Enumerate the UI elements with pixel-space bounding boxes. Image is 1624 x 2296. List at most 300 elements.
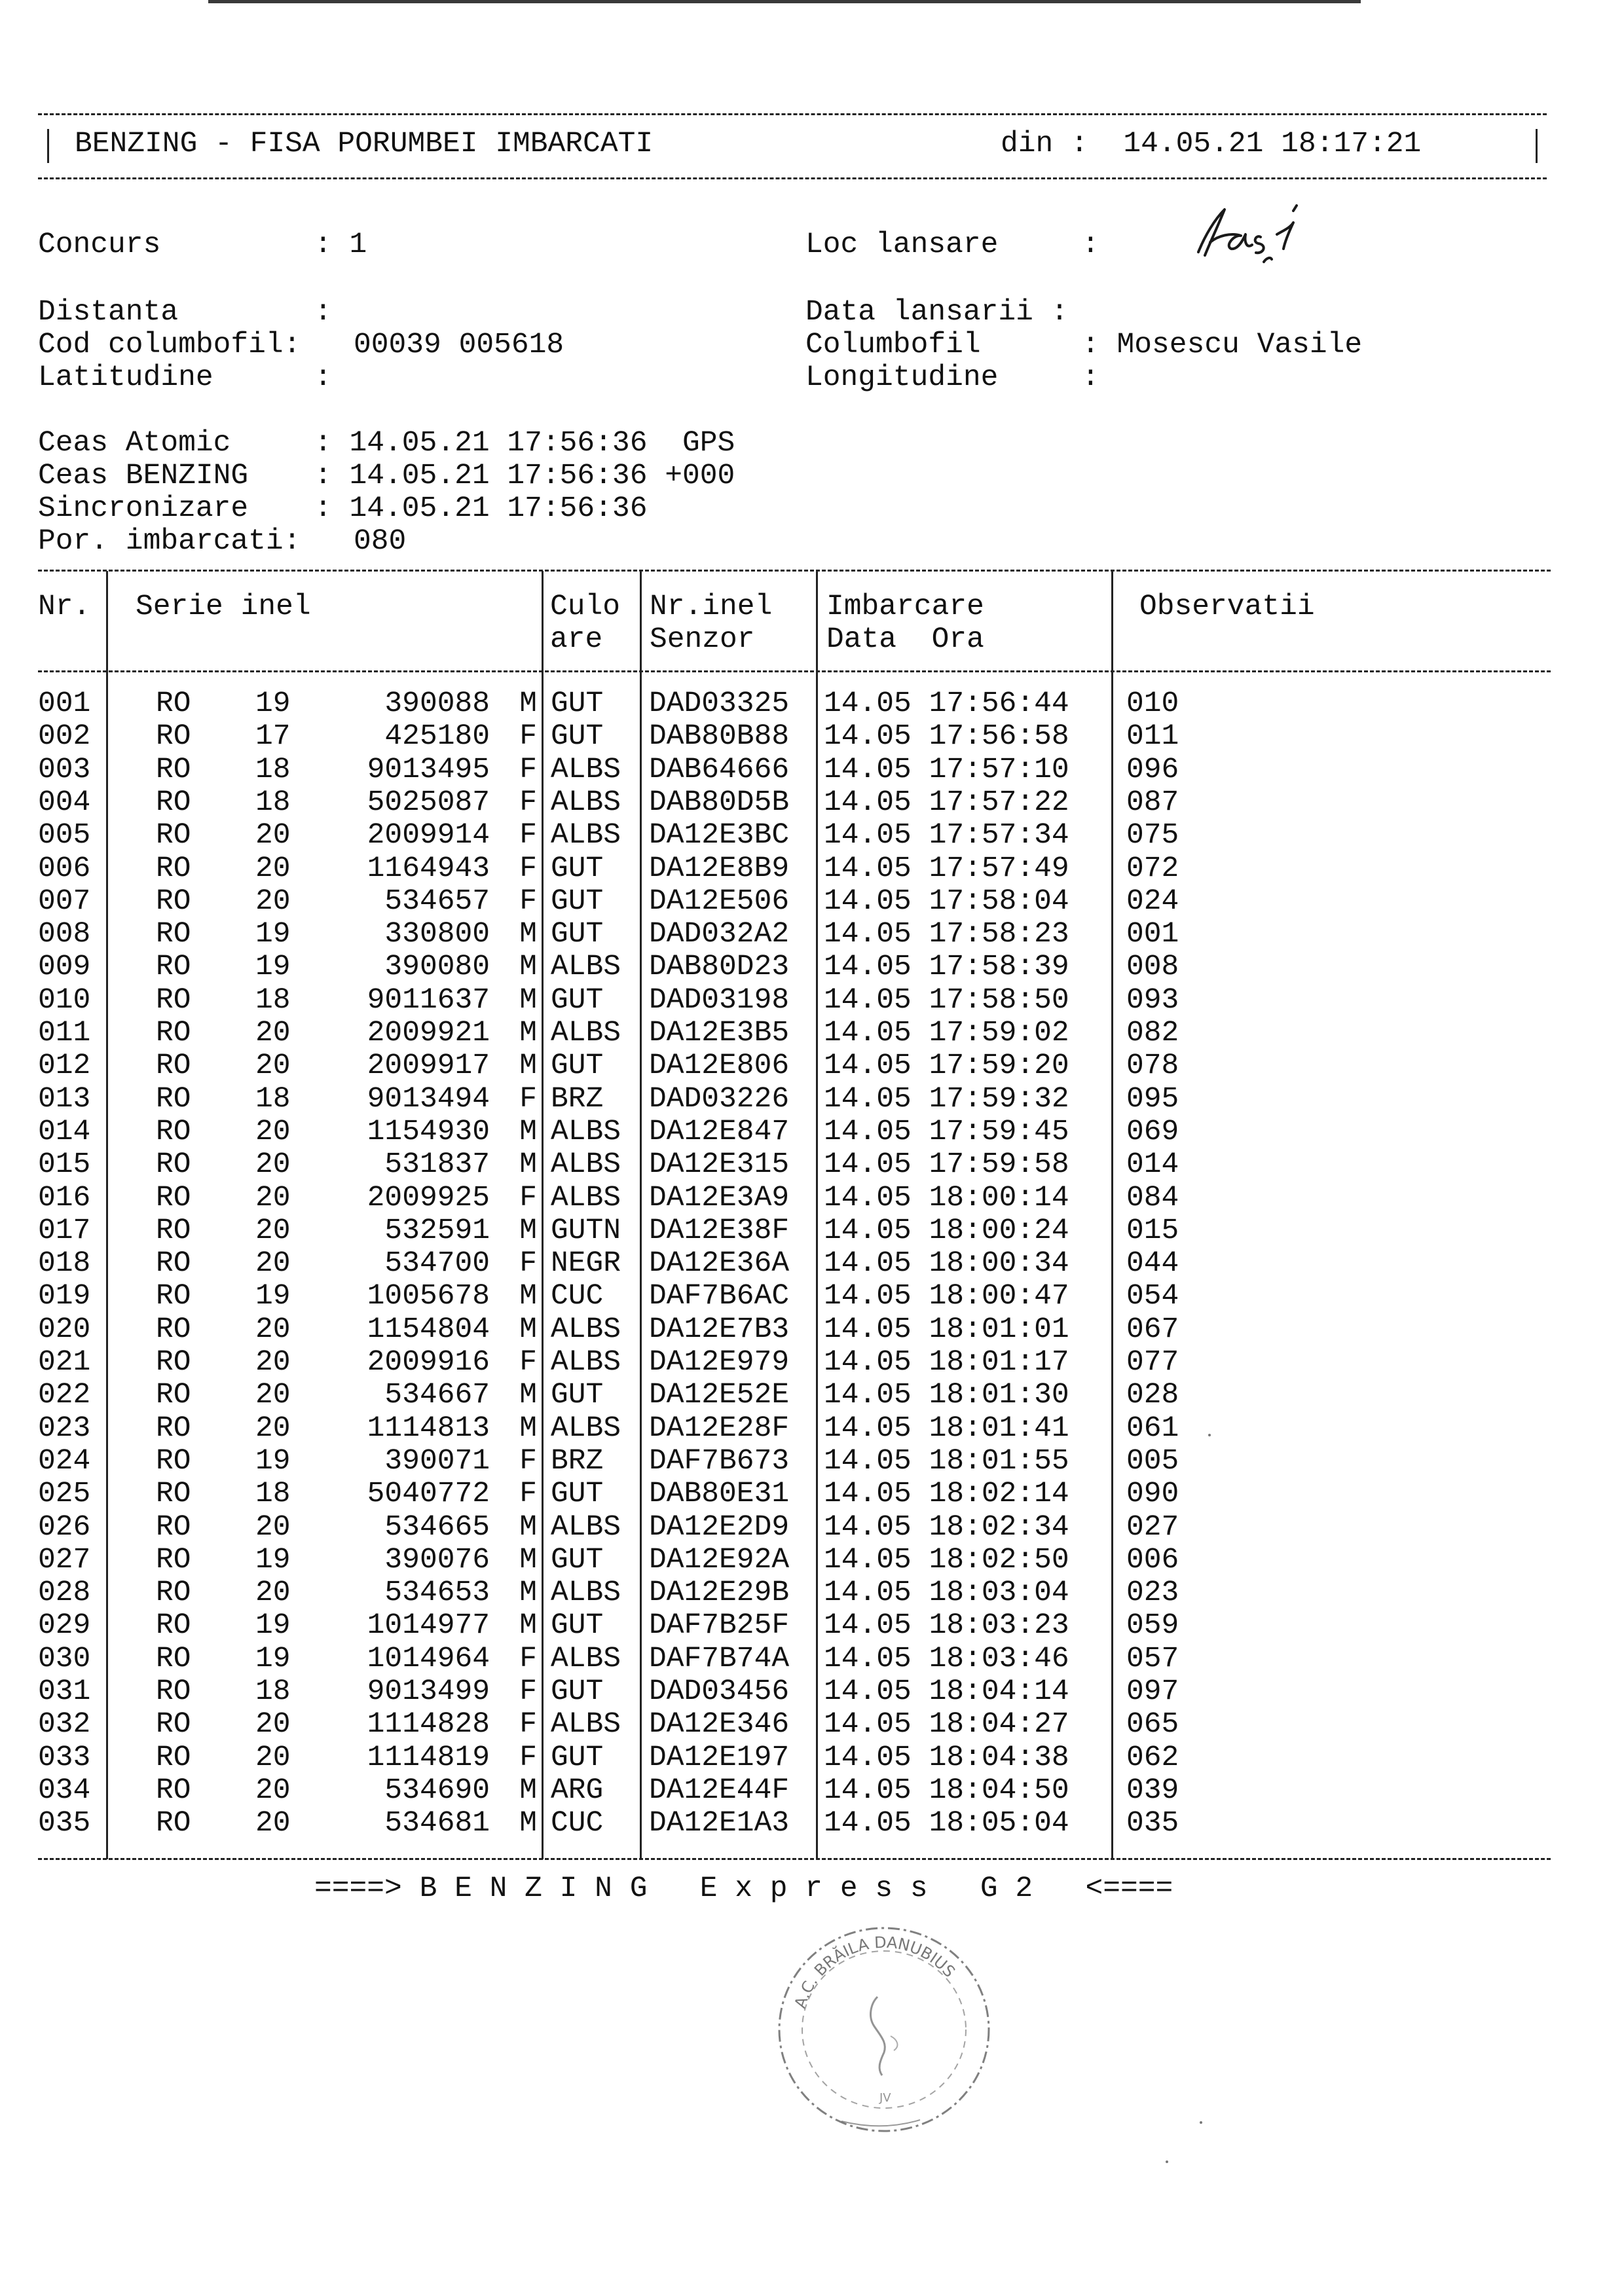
table-row: [38, 1544, 1564, 1576]
row-year: 18: [255, 983, 291, 1017]
row-boarding-datetime: 14.05 18:02:14: [824, 1478, 1069, 1511]
row-sex: M: [519, 918, 537, 951]
row-sex: F: [519, 1082, 537, 1116]
row-country: RO: [156, 1049, 191, 1083]
loc-lansare-sep: :: [1082, 228, 1099, 261]
latitudine-value: :: [314, 361, 332, 394]
row-country: RO: [156, 1247, 191, 1281]
row-sensor-ring: DAD03325: [649, 687, 790, 720]
svg-text:A.C. BRĂILA DANUBIUS: A.C. BRĂILA DANUBIUS: [790, 1933, 959, 2011]
row-color: ALBS: [551, 786, 621, 819]
row-nr: 019: [38, 1280, 91, 1313]
row-ring-number: 390071: [384, 1444, 490, 1478]
row-year: 18: [255, 1082, 291, 1116]
row-year: 20: [255, 819, 291, 852]
row-sensor-ring: DA12E506: [649, 884, 790, 918]
header-nr-inel: Nr.inel: [650, 591, 773, 623]
table-row: [38, 1774, 1564, 1807]
row-year: 18: [255, 1675, 291, 1708]
sincronizare-label: Sincronizare: [38, 492, 249, 525]
row-nr: 026: [38, 1510, 91, 1544]
scan-speck: [1166, 2160, 1168, 2163]
row-boarding-datetime: 14.05 18:02:34: [824, 1510, 1069, 1544]
row-country: RO: [156, 1280, 191, 1313]
row-sensor-ring: DA12E38F: [649, 1214, 790, 1247]
row-ring-number: 1154804: [367, 1313, 490, 1346]
row-year: 20: [255, 1017, 291, 1049]
row-sensor-ring: DAB80E31: [649, 1478, 790, 1511]
row-boarding-datetime: 14.05 18:00:14: [824, 1181, 1069, 1214]
row-observation: 028: [1126, 1379, 1179, 1412]
table-row: [38, 720, 1564, 753]
handwritten-loc-lansare: [1179, 196, 1329, 275]
row-color: ALBS: [551, 1642, 621, 1675]
row-nr: 025: [38, 1478, 91, 1511]
din-value: 14.05.21 18:17:21: [1123, 128, 1422, 160]
row-ring-number: 1164943: [367, 852, 490, 885]
row-ring-number: 9013499: [367, 1675, 490, 1708]
row-sensor-ring: DA12E1A3: [649, 1807, 790, 1840]
ceas-benzing-label: Ceas BENZING: [38, 460, 249, 492]
row-color: ALBS: [551, 1148, 621, 1182]
row-color: ALBS: [551, 1708, 621, 1741]
row-color: ALBS: [551, 1412, 621, 1445]
row-observation: 054: [1126, 1280, 1179, 1313]
table-row: [38, 1182, 1564, 1214]
row-nr: 010: [38, 983, 91, 1017]
row-year: 20: [255, 1576, 291, 1610]
table-row: [38, 1346, 1564, 1379]
row-color: GUT: [551, 1543, 604, 1576]
data-lansarii-label: Data lansarii :: [805, 296, 1069, 329]
table-header-bottom-rule: [38, 670, 1551, 672]
row-year: 20: [255, 1346, 291, 1379]
row-boarding-datetime: 14.05 18:01:30: [824, 1379, 1069, 1412]
row-year: 20: [255, 1379, 291, 1412]
row-nr: 034: [38, 1774, 91, 1807]
row-nr: 013: [38, 1082, 91, 1116]
row-sex: F: [519, 786, 537, 819]
row-sensor-ring: DAF7B673: [649, 1444, 790, 1478]
table-row: [38, 1643, 1564, 1675]
row-country: RO: [156, 1017, 191, 1049]
row-nr: 020: [38, 1313, 91, 1346]
longitudine-value: :: [1082, 361, 1099, 394]
row-sex: M: [519, 1313, 537, 1346]
club-seal-stamp: [763, 1912, 1005, 2147]
row-sex: M: [519, 687, 537, 720]
columbofil-value: : Mosescu Vasile: [1082, 329, 1363, 361]
row-observation: 075: [1126, 819, 1179, 852]
row-observation: 014: [1126, 1148, 1179, 1182]
row-ring-number: 9013494: [367, 1082, 490, 1116]
row-nr: 030: [38, 1642, 91, 1675]
row-boarding-datetime: 14.05 17:59:45: [824, 1115, 1069, 1148]
row-color: BRZ: [551, 1444, 604, 1478]
row-sex: M: [519, 1576, 537, 1610]
row-ring-number: 531837: [384, 1148, 490, 1182]
row-ring-number: 534653: [384, 1576, 490, 1610]
row-year: 18: [255, 753, 291, 786]
row-sex: F: [519, 1675, 537, 1708]
row-nr: 035: [38, 1807, 91, 1840]
distanta-label: Distanta: [38, 296, 179, 329]
row-nr: 011: [38, 1017, 91, 1049]
ceas-atomic-value: : 14.05.21 17:56:36 GPS: [314, 427, 735, 460]
row-observation: 057: [1126, 1642, 1179, 1675]
row-sensor-ring: DA12E197: [649, 1741, 790, 1774]
row-observation: 084: [1126, 1181, 1179, 1214]
row-sensor-ring: DA12E3B5: [649, 1017, 790, 1049]
row-nr: 027: [38, 1543, 91, 1576]
row-boarding-datetime: 14.05 17:58:23: [824, 918, 1069, 951]
row-observation: 001: [1126, 918, 1179, 951]
row-sex: M: [519, 1412, 537, 1445]
row-sensor-ring: DAB80B88: [649, 720, 790, 754]
table-row: [38, 786, 1564, 819]
row-sensor-ring: DA12E7B3: [649, 1313, 790, 1346]
row-country: RO: [156, 1313, 191, 1346]
row-country: RO: [156, 1609, 191, 1643]
row-sex: F: [519, 819, 537, 852]
row-year: 19: [255, 687, 291, 720]
por-imbarcati-label: Por. imbarcati:: [38, 525, 301, 558]
row-sensor-ring: DA12E315: [649, 1148, 790, 1182]
row-color: ALBS: [551, 819, 621, 852]
table-row: [38, 1807, 1564, 1840]
row-year: 20: [255, 1708, 291, 1741]
document-title: BENZING - FISA PORUMBEI IMBARCATI: [75, 128, 654, 160]
row-sex: F: [519, 884, 537, 918]
row-nr: 001: [38, 687, 91, 720]
row-boarding-datetime: 14.05 17:59:58: [824, 1148, 1069, 1182]
table-row: [38, 1049, 1564, 1082]
row-year: 19: [255, 1642, 291, 1675]
row-ring-number: 5040772: [367, 1478, 490, 1511]
scan-top-edge: [208, 0, 1361, 3]
row-color: CUC: [551, 1807, 604, 1840]
table-row: [38, 951, 1564, 983]
row-color: ALBS: [551, 1181, 621, 1214]
row-country: RO: [156, 884, 191, 918]
row-country: RO: [156, 1576, 191, 1610]
table-row: [38, 1083, 1564, 1116]
table-row: [38, 1116, 1564, 1148]
row-sex: M: [519, 1543, 537, 1576]
row-observation: 035: [1126, 1807, 1179, 1840]
row-observation: 061: [1126, 1412, 1179, 1445]
row-boarding-datetime: 14.05 17:58:04: [824, 884, 1069, 918]
row-sex: M: [519, 1214, 537, 1247]
row-observation: 065: [1126, 1708, 1179, 1741]
row-observation: 005: [1126, 1444, 1179, 1478]
row-country: RO: [156, 1642, 191, 1675]
table-row: [38, 1148, 1564, 1181]
table-row: [38, 1445, 1564, 1478]
row-boarding-datetime: 14.05 17:57:22: [824, 786, 1069, 819]
row-boarding-datetime: 14.05 18:01:17: [824, 1346, 1069, 1379]
row-country: RO: [156, 918, 191, 951]
row-observation: 069: [1126, 1115, 1179, 1148]
row-nr: 016: [38, 1181, 91, 1214]
header-box: [38, 109, 1547, 179]
row-year: 19: [255, 918, 291, 951]
row-observation: 024: [1126, 884, 1179, 918]
concurs-value: : 1: [314, 228, 367, 261]
cod-columbofil-label: Cod columbofil:: [38, 329, 301, 361]
row-ring-number: 2009916: [367, 1346, 490, 1379]
row-sex: M: [519, 951, 537, 984]
row-ring-number: 2009914: [367, 819, 490, 852]
row-country: RO: [156, 983, 191, 1017]
row-country: RO: [156, 786, 191, 819]
row-year: 19: [255, 1543, 291, 1576]
row-sex: F: [519, 1181, 537, 1214]
row-sensor-ring: DA12E346: [649, 1708, 790, 1741]
row-color: GUT: [551, 1609, 604, 1643]
row-observation: 067: [1126, 1313, 1179, 1346]
row-ring-number: 1005678: [367, 1280, 490, 1313]
row-boarding-datetime: 14.05 18:05:04: [824, 1807, 1069, 1840]
row-year: 18: [255, 1478, 291, 1511]
row-boarding-datetime: 14.05 18:03:46: [824, 1642, 1069, 1675]
row-sensor-ring: DAF7B6AC: [649, 1280, 790, 1313]
row-country: RO: [156, 687, 191, 720]
row-nr: 017: [38, 1214, 91, 1247]
row-color: ALBS: [551, 1510, 621, 1544]
table-row: [38, 1313, 1564, 1346]
row-ring-number: 390076: [384, 1543, 490, 1576]
row-sex: F: [519, 852, 537, 885]
row-boarding-datetime: 14.05 18:00:34: [824, 1247, 1069, 1281]
table-row: [38, 1675, 1564, 1708]
row-country: RO: [156, 1082, 191, 1116]
row-ring-number: 330800: [384, 918, 490, 951]
row-sensor-ring: DA12E36A: [649, 1247, 790, 1281]
row-year: 20: [255, 1247, 291, 1281]
row-year: 20: [255, 1148, 291, 1182]
row-boarding-datetime: 14.05 18:03:23: [824, 1609, 1069, 1643]
row-sex: F: [519, 1444, 537, 1478]
scan-speck: [1208, 1434, 1211, 1436]
table-row: [38, 1247, 1564, 1280]
row-boarding-datetime: 14.05 18:04:14: [824, 1675, 1069, 1708]
row-sensor-ring: DA12E52E: [649, 1379, 790, 1412]
row-year: 20: [255, 1412, 291, 1445]
row-nr: 023: [38, 1412, 91, 1445]
row-sex: M: [519, 1115, 537, 1148]
row-boarding-datetime: 14.05 18:03:04: [824, 1576, 1069, 1610]
row-boarding-datetime: 14.05 18:04:27: [824, 1708, 1069, 1741]
row-color: ALBS: [551, 1313, 621, 1346]
row-ring-number: 2009917: [367, 1049, 490, 1083]
concurs-label: Concurs: [38, 228, 161, 261]
table-bottom-rule: [38, 1858, 1551, 1860]
row-sensor-ring: DA12E3A9: [649, 1181, 790, 1214]
document-datetime: [1001, 128, 1421, 160]
row-ring-number: 534690: [384, 1774, 490, 1807]
row-country: RO: [156, 1346, 191, 1379]
latitudine-label: Latitudine: [38, 361, 213, 394]
row-sensor-ring: DA12E3BC: [649, 819, 790, 852]
row-nr: 003: [38, 753, 91, 786]
por-imbarcati-value: 080: [354, 525, 407, 558]
row-color: ALBS: [551, 951, 621, 984]
row-ring-number: 390080: [384, 951, 490, 984]
row-country: RO: [156, 1444, 191, 1478]
row-nr: 002: [38, 720, 91, 754]
row-year: 20: [255, 1741, 291, 1774]
row-nr: 008: [38, 918, 91, 951]
header-serie-inel: Serie inel: [136, 591, 311, 623]
row-boarding-datetime: 14.05 17:59:20: [824, 1049, 1069, 1083]
row-sex: F: [519, 1741, 537, 1774]
row-boarding-datetime: 14.05 17:57:49: [824, 852, 1069, 885]
row-color: ALBS: [551, 753, 621, 786]
row-observation: 027: [1126, 1510, 1179, 1544]
row-observation: 010: [1126, 687, 1179, 720]
header-culoare-1: Culo: [550, 591, 621, 623]
row-boarding-datetime: 14.05 17:58:50: [824, 983, 1069, 1017]
header-observatii: Observatii: [1139, 591, 1315, 623]
table-row: [38, 687, 1564, 720]
row-nr: 015: [38, 1148, 91, 1182]
row-observation: 090: [1126, 1478, 1179, 1511]
row-sex: M: [519, 983, 537, 1017]
row-year: 19: [255, 1280, 291, 1313]
row-ring-number: 1014964: [367, 1642, 490, 1675]
row-nr: 006: [38, 852, 91, 885]
distanta-value: :: [314, 296, 332, 329]
table-row: [38, 1280, 1564, 1313]
row-sensor-ring: DAF7B74A: [649, 1642, 790, 1675]
row-sensor-ring: DAD03198: [649, 983, 790, 1017]
row-country: RO: [156, 1181, 191, 1214]
row-observation: 023: [1126, 1576, 1179, 1610]
row-boarding-datetime: 14.05 17:59:32: [824, 1082, 1069, 1116]
row-nr: 005: [38, 819, 91, 852]
header-nr: Nr.: [38, 591, 91, 623]
row-country: RO: [156, 1741, 191, 1774]
row-sensor-ring: DA12E29B: [649, 1576, 790, 1610]
row-nr: 033: [38, 1741, 91, 1774]
row-ring-number: 1154930: [367, 1115, 490, 1148]
row-sex: M: [519, 1049, 537, 1083]
row-sex: M: [519, 1379, 537, 1412]
row-nr: 007: [38, 884, 91, 918]
row-ring-number: 5025087: [367, 786, 490, 819]
scan-speck: [1200, 2121, 1202, 2124]
header-border-right: [1536, 129, 1538, 163]
row-boarding-datetime: 14.05 17:56:44: [824, 687, 1069, 720]
row-sensor-ring: DAB80D23: [649, 951, 790, 984]
din-label: din :: [1001, 128, 1088, 160]
row-observation: 096: [1126, 753, 1179, 786]
row-country: RO: [156, 1510, 191, 1544]
row-observation: 097: [1126, 1675, 1179, 1708]
row-sex: M: [519, 1609, 537, 1643]
row-country: RO: [156, 1214, 191, 1247]
row-nr: 024: [38, 1444, 91, 1478]
stamp-inner-mark: JV: [879, 2091, 891, 2105]
row-ring-number: 1114813: [367, 1412, 490, 1445]
columbofil-label: Columbofil: [805, 329, 981, 361]
row-nr: 004: [38, 786, 91, 819]
row-sensor-ring: DAF7B25F: [649, 1609, 790, 1643]
row-nr: 018: [38, 1247, 91, 1281]
row-year: 20: [255, 884, 291, 918]
sincronizare-value: : 14.05.21 17:56:36: [314, 492, 648, 525]
row-boarding-datetime: 14.05 18:01:55: [824, 1444, 1069, 1478]
row-color: ALBS: [551, 1017, 621, 1049]
row-sex: F: [519, 753, 537, 786]
row-sensor-ring: DA12E806: [649, 1049, 790, 1083]
table-header-top-rule: [38, 570, 1551, 572]
row-sensor-ring: DAD03226: [649, 1082, 790, 1116]
row-sex: F: [519, 1247, 537, 1281]
row-boarding-datetime: 14.05 18:00:47: [824, 1280, 1069, 1313]
row-nr: 012: [38, 1049, 91, 1083]
header-data-ora: Data Ora: [826, 623, 984, 656]
header-border-left: [47, 129, 49, 163]
row-boarding-datetime: 14.05 18:00:24: [824, 1214, 1069, 1247]
row-sensor-ring: DA12E28F: [649, 1412, 790, 1445]
row-color: ARG: [551, 1774, 604, 1807]
row-year: 18: [255, 786, 291, 819]
table-row: [38, 885, 1564, 918]
row-color: GUT: [551, 852, 604, 885]
row-sensor-ring: DA12E44F: [649, 1774, 790, 1807]
row-year: 20: [255, 1313, 291, 1346]
row-color: GUT: [551, 1049, 604, 1083]
table-row: [38, 1576, 1564, 1609]
row-country: RO: [156, 753, 191, 786]
table-row: [38, 1214, 1564, 1247]
row-country: RO: [156, 951, 191, 984]
header-border-bottom: [38, 177, 1547, 179]
loc-lansare-label: Loc lansare: [805, 228, 999, 261]
header-culoare-2: are: [550, 623, 603, 656]
row-year: 19: [255, 1609, 291, 1643]
row-ring-number: 9011637: [367, 983, 490, 1017]
row-color: NEGR: [551, 1247, 621, 1281]
row-observation: 044: [1126, 1247, 1179, 1281]
row-observation: 006: [1126, 1543, 1179, 1576]
row-color: GUTN: [551, 1214, 621, 1247]
row-year: 20: [255, 1049, 291, 1083]
row-year: 20: [255, 1214, 291, 1247]
row-color: CUC: [551, 1280, 604, 1313]
footer-banner: ====> B E N Z I N G E x p r e s s G 2 <====: [314, 1872, 1173, 1905]
row-color: ALBS: [551, 1115, 621, 1148]
row-year: 19: [255, 951, 291, 984]
row-year: 20: [255, 1807, 291, 1840]
row-boarding-datetime: 14.05 18:04:38: [824, 1741, 1069, 1774]
row-boarding-datetime: 14.05 17:58:39: [824, 951, 1069, 984]
cod-columbofil-value: 00039 005618: [354, 329, 564, 361]
row-nr: 032: [38, 1708, 91, 1741]
row-country: RO: [156, 1478, 191, 1511]
table-row: [38, 918, 1564, 951]
row-color: GUT: [551, 720, 604, 754]
row-sensor-ring: DA12E979: [649, 1346, 790, 1379]
row-ring-number: 1014977: [367, 1609, 490, 1643]
row-sex: M: [519, 1280, 537, 1313]
row-ring-number: 1114828: [367, 1708, 490, 1741]
row-observation: 059: [1126, 1609, 1179, 1643]
row-nr: 014: [38, 1115, 91, 1148]
row-color: GUT: [551, 918, 604, 951]
